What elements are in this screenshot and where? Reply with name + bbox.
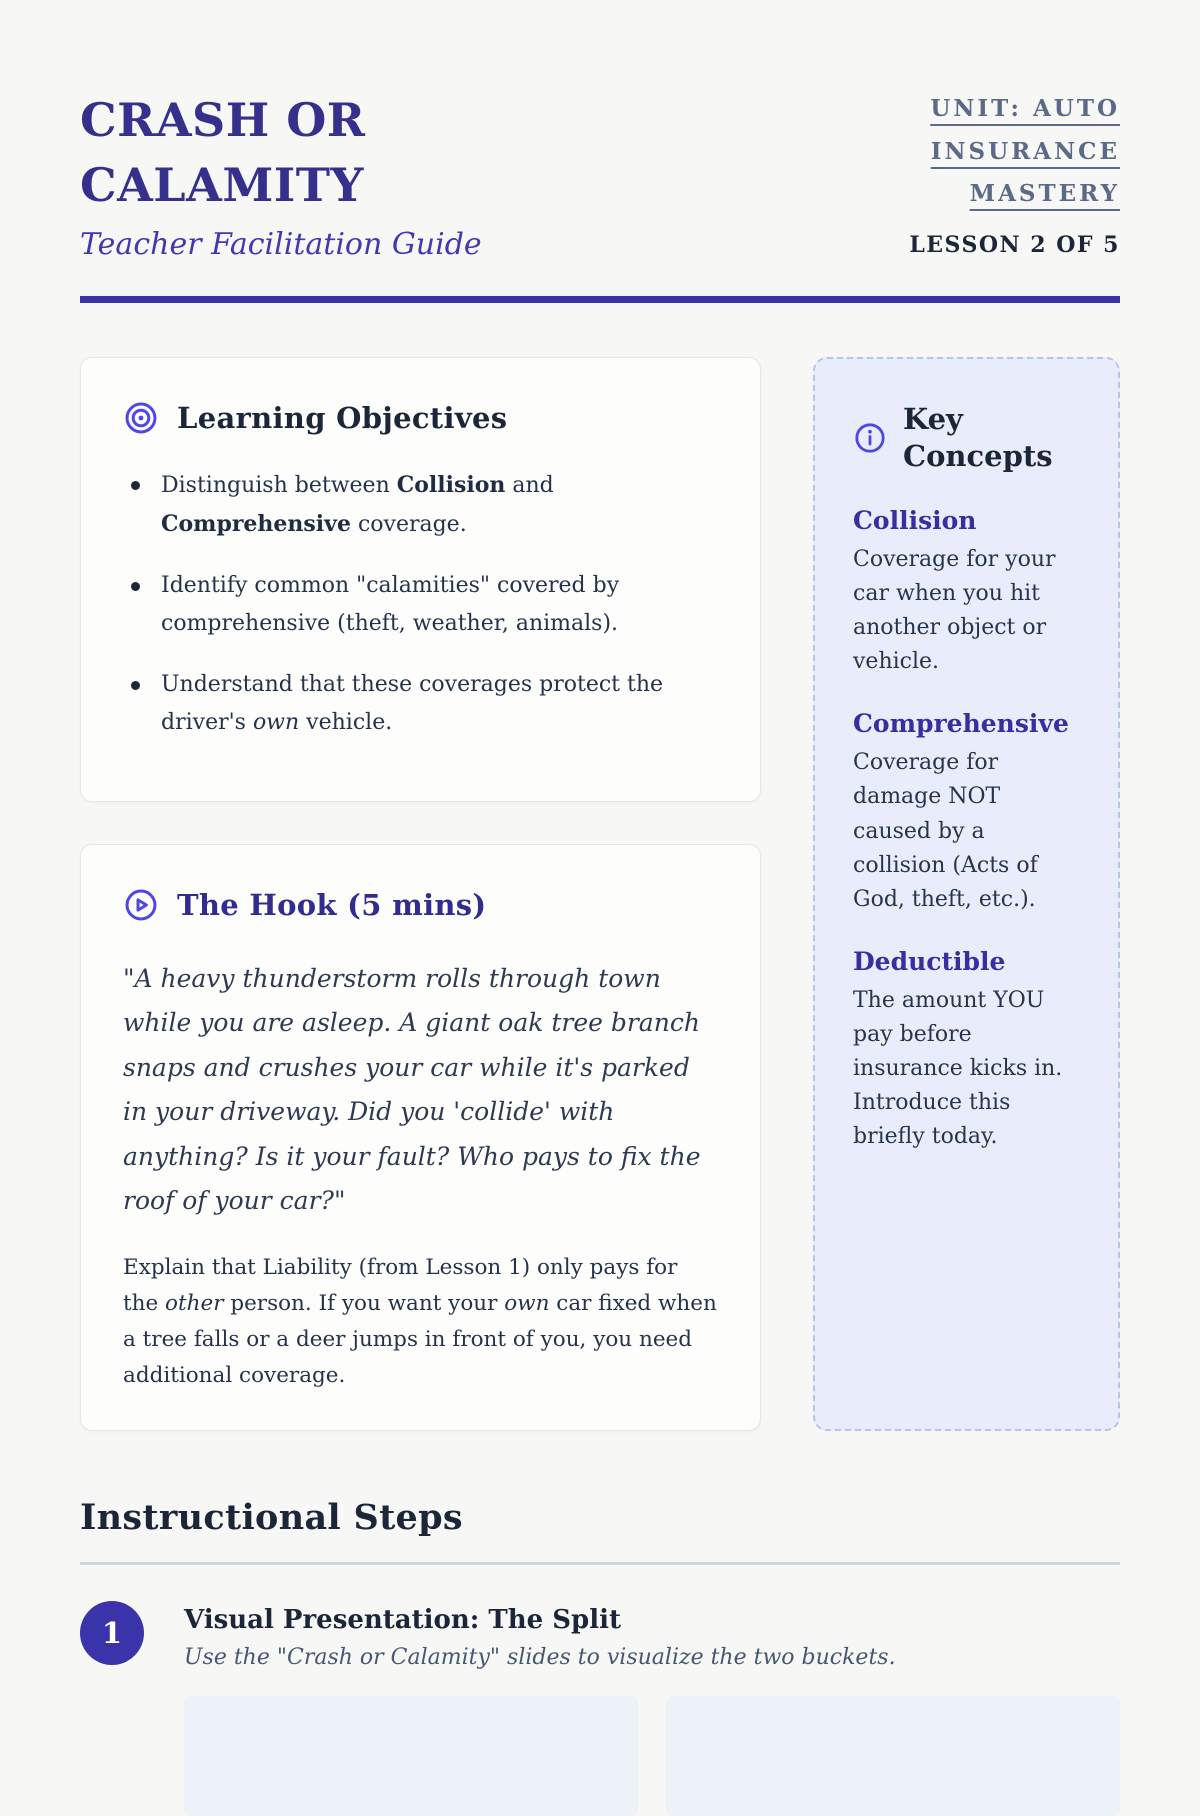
step-placeholder-right [666,1696,1120,1816]
info-icon [853,421,887,455]
target-icon [123,400,159,436]
page-title-line1: CRASH OR [80,93,366,148]
bullet-dot [131,681,140,690]
page-title-line2: CALAMITY [80,158,364,213]
play-circle-icon [123,887,159,923]
hook-quote: "A heavy thunderstorm rolls through town while you are asleep. A giant oak tree branch snaps and crushes your car while it's parked in your driveway. Did you 'collide' with anything? Is it your fault? Who pays to fix the roof of your car?" [123,963,701,1216]
objective-item [123,666,718,743]
step-number-badge: 1 [80,1601,144,1665]
objectives-card [80,357,761,802]
key-concepts-title: Key Concepts [903,401,1053,474]
steps-divider [80,1562,1120,1565]
header-rule [80,296,1120,303]
objective-text: Distinguish between Collision and Comprehensive coverage. [161,471,554,538]
step-body [184,1601,1120,1816]
hook-card [80,844,761,1431]
unit-badge: UNIT: AUTO INSURANCE MASTERY [930,95,1120,208]
header-right [780,88,1120,262]
hook-note: Explain that Liability (from Lesson 1) only pays for the other person. If you want your own car fixed when a tree falls or a deer jumps in front of you, you need additional coverage. [123,1254,717,1388]
objective-item [123,466,718,545]
hook-card-title: The Hook (5 mins) [177,887,487,922]
concept-term: Comprehensive [853,709,1069,739]
steps-section-title: Instructional Steps [80,1497,463,1539]
page-subtitle: Teacher Facilitation Guide [80,226,482,262]
step-item [80,1601,1120,1816]
objective-text: Identify common "calamities" covered by comprehensive (theft, weather, animals). [161,572,620,637]
page-title [80,88,482,219]
main-content [80,357,1120,1431]
bullet-dot [131,582,140,591]
key-concepts-header [853,401,1080,476]
concept-item [853,947,1080,1154]
concept-item [853,506,1080,679]
objectives-list [123,466,718,743]
step-subtitle: Use the "Crash or Calamity" slides to visualize the two buckets. [184,1645,896,1671]
lesson-badge: LESSON 2 OF 5 [909,231,1120,258]
steps-section [80,1497,1120,1816]
objectives-card-title: Learning Objectives [177,400,508,435]
objectives-card-header [123,400,718,436]
concept-term: Collision [853,506,977,536]
concept-item [853,709,1080,916]
key-concepts-panel [813,357,1120,1431]
objective-item [123,567,718,644]
bullet-dot [131,481,140,490]
hook-card-header [123,887,718,923]
concept-definition: The amount YOU pay before insurance kicks in. Introduce this briefly today. [853,987,1063,1150]
header-left [80,88,482,262]
header [80,88,1120,262]
concept-definition: Coverage for your car when you hit another object or vehicle. [853,547,1056,675]
concept-term: Deductible [853,946,1006,976]
step-placeholder-boxes [184,1696,1120,1816]
concept-definition: Coverage for damage NOT caused by a collision (Acts of God, theft, etc.). [853,750,1038,912]
objective-text: Understand that these coverages protect the driver's own vehicle. [161,671,664,736]
step-title: Visual Presentation: The Split [184,1605,621,1636]
step-placeholder-left [184,1696,638,1816]
left-column [80,357,761,1431]
